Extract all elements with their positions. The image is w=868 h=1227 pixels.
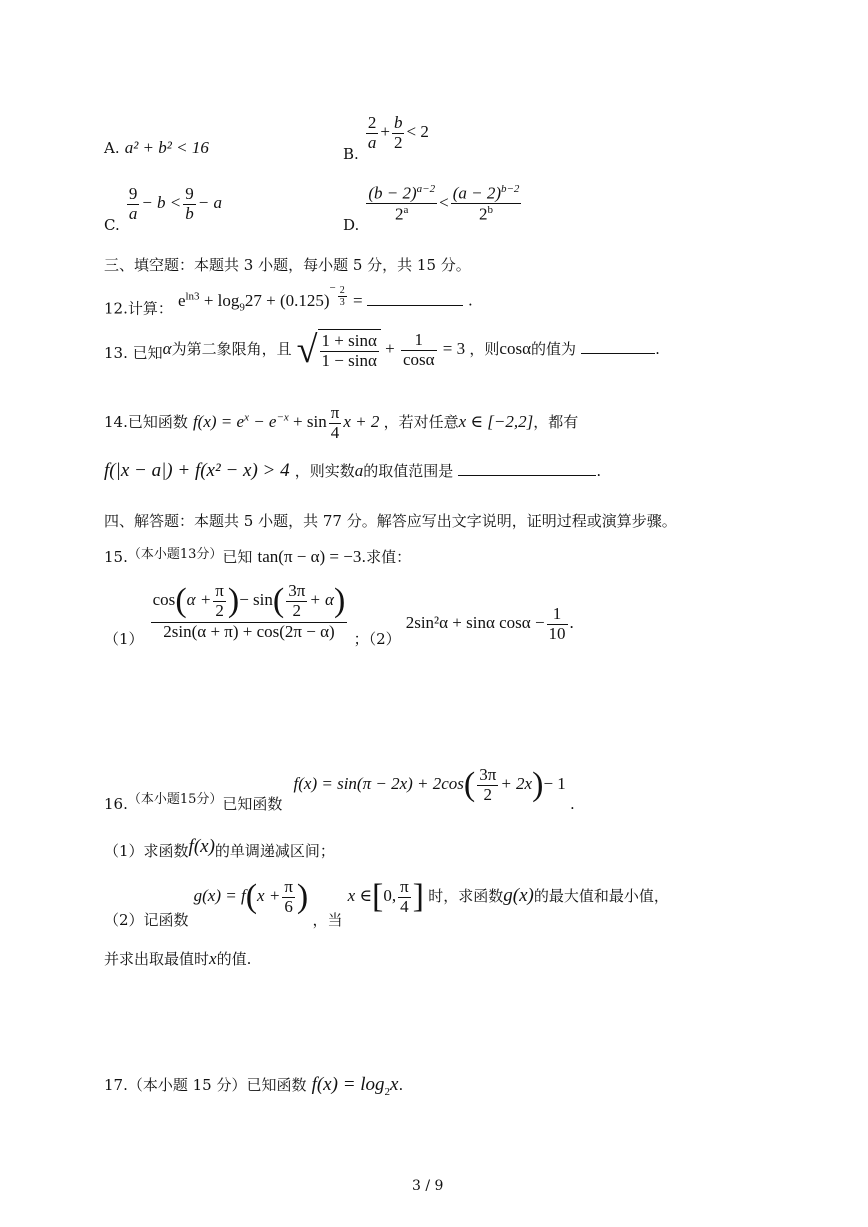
question-14-line-2: f(|x − a|) + f(x² − x) > 4 ，则实数a的取值范围是 . bbox=[104, 460, 602, 481]
sqrt-expression: √ $\frac{1 + \sin\alpha}{1 - \sin\alpha}$ bbox=[297, 328, 381, 372]
answer-blank-12[interactable] bbox=[367, 291, 463, 306]
option-b-frac2: $\frac{b}{2}$ bbox=[393, 113, 403, 152]
question-14: 14.已知函数 $f(x) = e^x - e^{-x} + \sin$ $\frac{\pi}{4}$ x + 2 ，若对任意x ∈ [−2,2]，都有 bbox=[104, 403, 579, 442]
option-c-frac1: $\frac{9}{a}$ bbox=[128, 184, 138, 223]
option-b-frac1: $\frac{2}{a}$ bbox=[367, 113, 377, 152]
page-number: 3 / 9 bbox=[412, 1178, 444, 1194]
option-a-label: A. bbox=[104, 139, 120, 157]
option-b-label: B. bbox=[343, 145, 359, 164]
question-13: 13. 已知α为第二象限角，且 √ $\frac{1 + \sin\alpha}{1 - \sin\alpha}$ + $\frac{1}{\cos\alpha}$ = 3 ，则cosα的值为 . bbox=[104, 329, 660, 371]
option-c: C. $\frac{9}{a}$ − b < $\frac{9}{b}$ − a bbox=[104, 184, 222, 235]
option-d-frac1: $\frac{(b - 2)^{a-2}}{2^a}$ bbox=[368, 183, 436, 224]
question-12: 12.计算： $e^{ln3} + \log_927 + (0.125)^{- \frac{2}{3}}$ = . bbox=[104, 282, 473, 318]
question-15: 15.$^{(本小题13分)}$已知 tan(π − α) = −3.求值： bbox=[104, 547, 412, 566]
question-17: 17.（本小题 15 分）已知函数 $f(x) = \log_2x$. bbox=[104, 1074, 404, 1098]
option-c-frac2: $\frac{9}{b}$ bbox=[185, 184, 194, 223]
question-16-part-2-line-2: 并求出取最值时x的值. bbox=[104, 949, 252, 968]
question-16: $16._{(本小题15分)}$已知函数 f(x) = sin(π − 2x) + 2cos( $\frac{3\pi}{2}$ + 2x)− 1 . bbox=[104, 765, 575, 814]
option-b: B. $\frac{2}{a}$ + $\frac{b}{2}$ < 2 bbox=[343, 113, 429, 164]
question-15-parts: （1） cos(α + $\frac{\pi}{2}$ )− sin( $\frac{3\pi}{2}$ + α) 2sin(α + π) + cos(2π − α) ；（2） 2sin²α + sinα cosα − $\frac{1}{10}$ . bbox=[104, 581, 574, 648]
question-16-part-2: （2）记函数 g(x) = f(x + $\frac{\pi}{6}$ ) ，当 x ∈[0, $\frac{\pi}{4}$ ] 时，求函数g(x)的最大值和最小值， bbox=[104, 877, 669, 930]
section-4-heading: 四、解答题：本题共 5 小题，共 77 分。解答应写出文字说明，证明过程或演算步骤。 bbox=[104, 512, 677, 530]
option-d-label: D. bbox=[343, 215, 360, 234]
answer-blank-14[interactable] bbox=[458, 461, 596, 476]
option-d: D. $\frac{(b - 2)^{a-2}}{2^a}$ < $\frac{(a - 2)^{b-2}}{2^b}$ bbox=[343, 183, 520, 234]
q15-part1-fraction: cos(α + $\frac{\pi}{2}$ )− sin( $\frac{3\pi}{2}$ + α) 2sin(α + π) + cos(2π − α) bbox=[152, 581, 346, 642]
option-a bbox=[104, 138, 209, 158]
question-16-part-1: （1）求函数f(x)的单调递减区间； bbox=[104, 836, 335, 860]
option-c-label: C. bbox=[104, 216, 120, 235]
option-a-expr: a² + b² < 16 bbox=[124, 138, 209, 157]
section-3-heading: 三、填空题：本题共 3 小题，每小题 5 分，共 15 分。 bbox=[104, 256, 471, 274]
answer-blank-13[interactable] bbox=[581, 339, 655, 354]
option-d-frac2: $\frac{(a - 2)^{b-2}}{2^b}$ bbox=[452, 183, 520, 224]
